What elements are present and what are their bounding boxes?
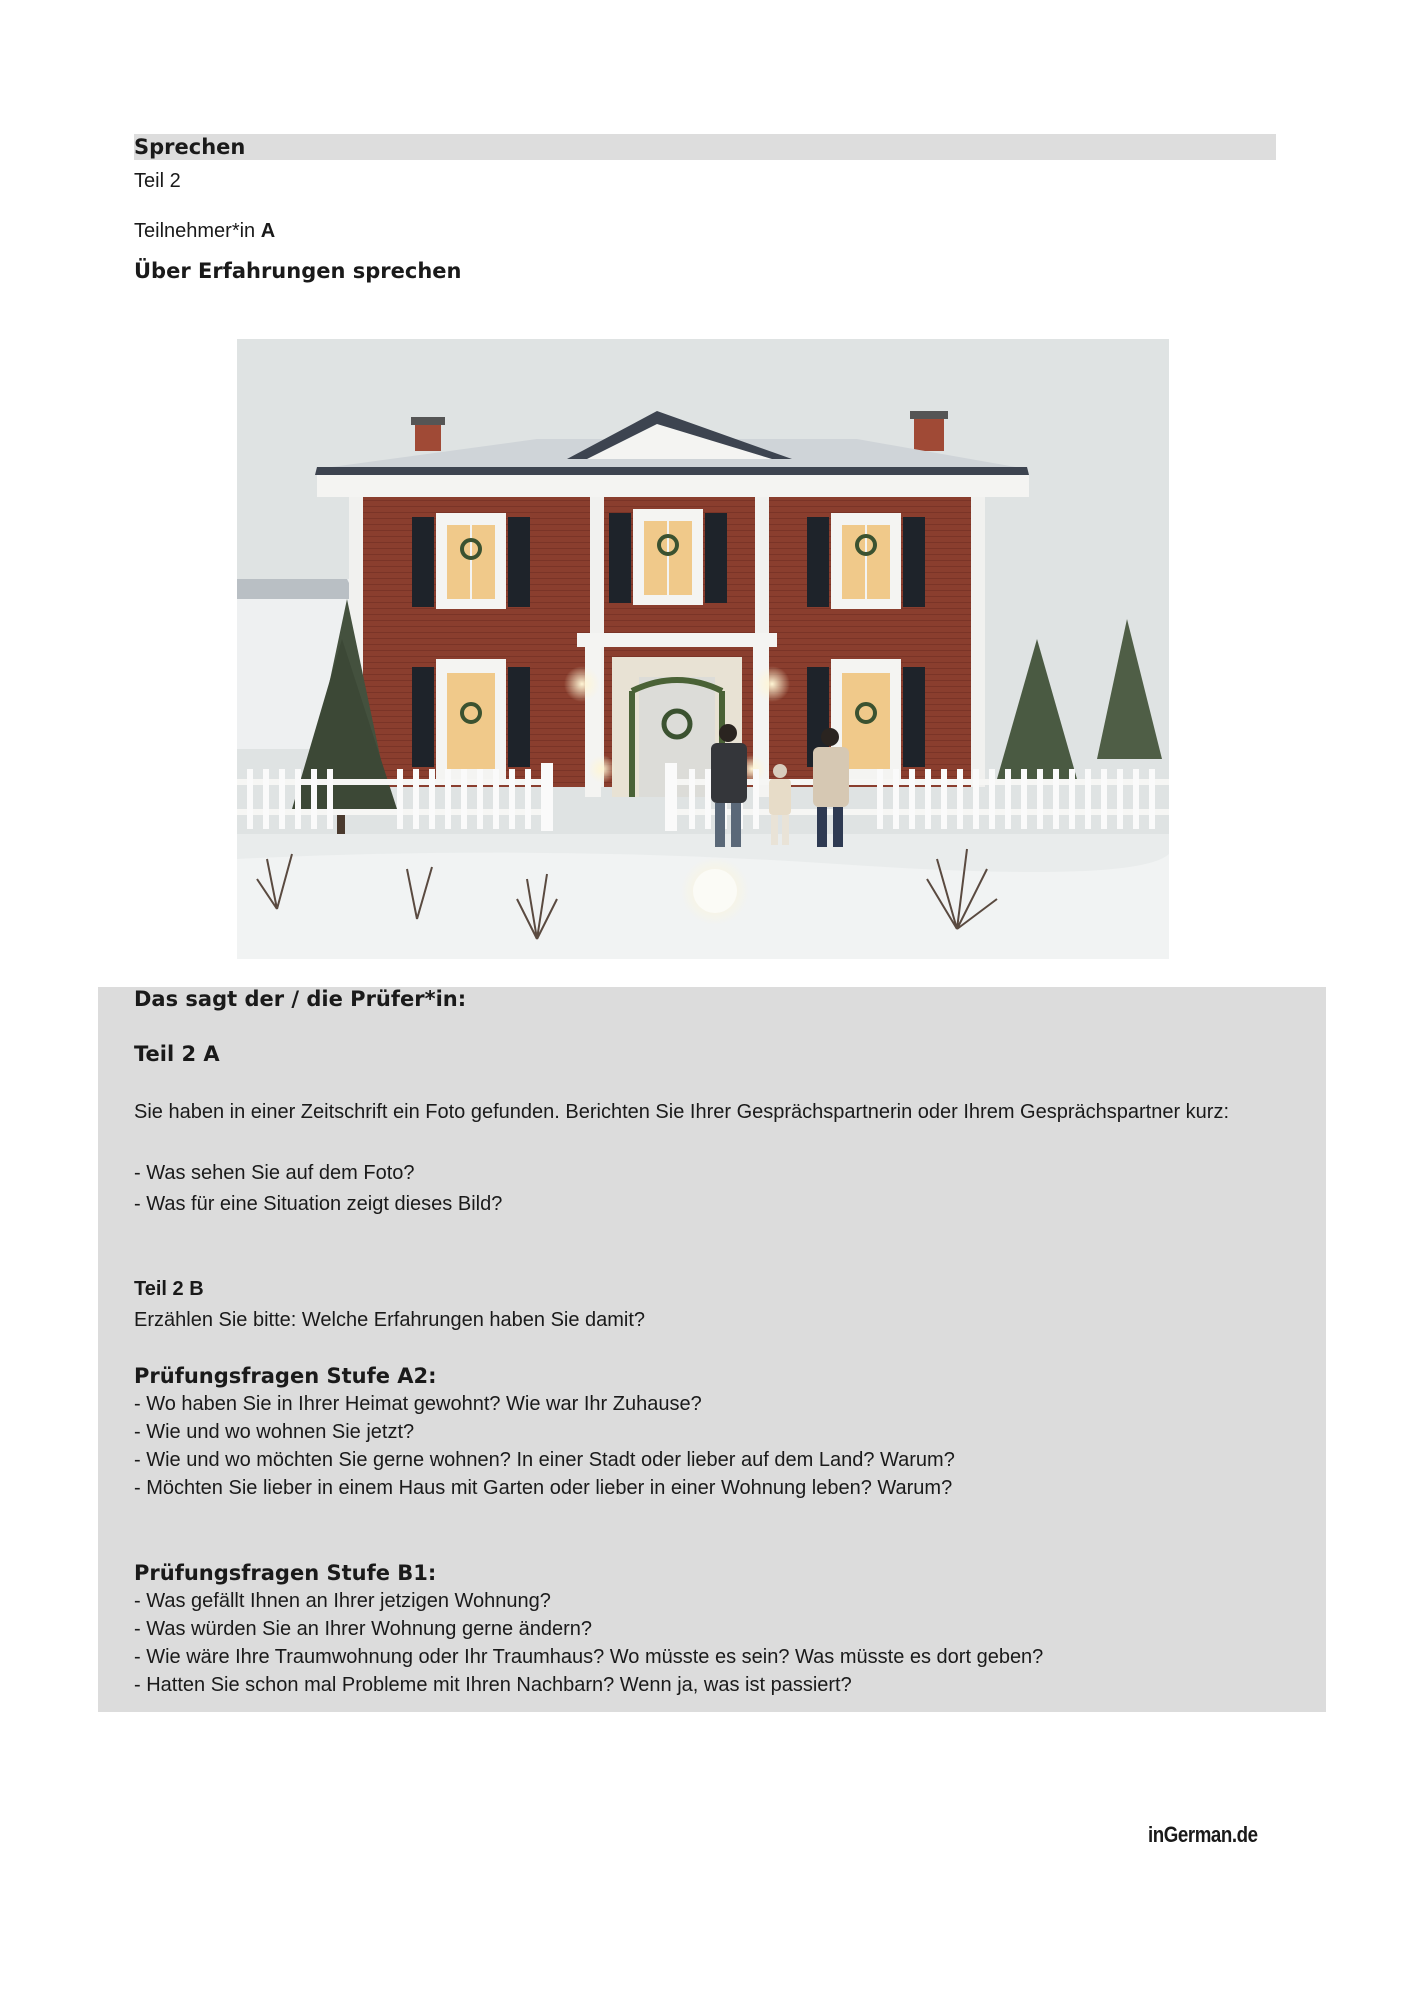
part-b-title: Teil 2 B bbox=[134, 1278, 204, 1300]
a2-question-1: - Wo haben Sie in Ihrer Heimat gewohnt? Wie war Ihr Zuhause? bbox=[134, 1393, 702, 1415]
participant-label bbox=[134, 220, 275, 243]
section-title: Sprechen bbox=[134, 135, 246, 159]
section-title-bar bbox=[134, 134, 1276, 160]
a2-question-3: - Wie und wo möchten Sie gerne wohnen? In einer Stadt oder lieber auf dem Land? Warum? bbox=[134, 1449, 955, 1471]
b1-question-3: - Wie wäre Ihre Traumwohnung oder Ihr Traumhaus? Wo müsste es sein? Was müsste es dort geben? bbox=[134, 1646, 1044, 1668]
part-a-title: Teil 2 A bbox=[134, 1042, 220, 1066]
b1-question-4: - Hatten Sie schon mal Probleme mit Ihren Nachbarn? Wenn ja, was ist passiert? bbox=[134, 1674, 852, 1696]
a2-question-2: - Wie und wo wohnen Sie jetzt? bbox=[134, 1421, 415, 1443]
b1-question-2: - Was würden Sie an Ihrer Wohnung gerne ändern? bbox=[134, 1618, 593, 1640]
part-a-question-1: - Was sehen Sie auf dem Foto? bbox=[134, 1162, 415, 1184]
part-label: Teil 2 bbox=[134, 170, 181, 192]
examiner-heading: Das sagt der / die Prüfer*in: bbox=[134, 987, 467, 1011]
a2-question-4: - Möchten Sie lieber in einem Haus mit Garten oder lieber in einer Wohnung leben? Warum? bbox=[134, 1477, 953, 1499]
b1-question-1: - Was gefällt Ihnen an Ihrer jetzigen Wohnung? bbox=[134, 1590, 551, 1612]
examiner-panel bbox=[98, 987, 1326, 1712]
participant-letter: A bbox=[260, 220, 276, 242]
part-a-question-2: - Was für eine Situation zeigt dieses Bild? bbox=[134, 1193, 503, 1215]
topic-heading: Über Erfahrungen sprechen bbox=[134, 259, 462, 283]
ingerman-logo: inGerman.de bbox=[1148, 1822, 1258, 1847]
b1-title: Prüfungsfragen Stufe B1: bbox=[134, 1561, 437, 1585]
part-b-prompt: Erzählen Sie bitte: Welche Erfahrungen haben Sie damit? bbox=[134, 1309, 646, 1331]
participant-prefix: Teilnehmer*in bbox=[134, 220, 261, 242]
a2-title: Prüfungsfragen Stufe A2: bbox=[134, 1364, 437, 1388]
house-family-winter-photo bbox=[237, 339, 1169, 959]
part-a-intro: Sie haben in einer Zeitschrift ein Foto gefunden. Berichten Sie Ihrer Gesprächspartnerin oder Ihrem Gesprächspartner kurz: bbox=[134, 1101, 1230, 1123]
